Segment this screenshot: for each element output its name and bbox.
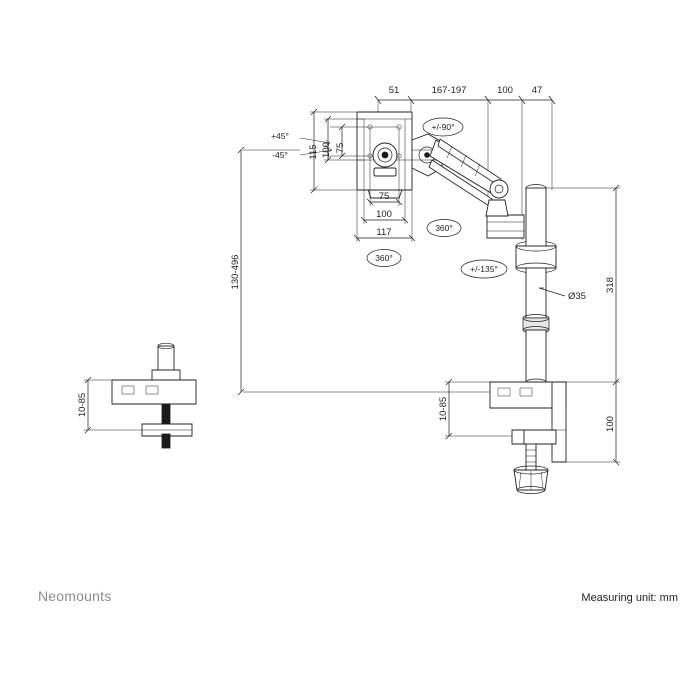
- dimension-51: 51: [388, 85, 400, 96]
- angle-plus-45: +45°: [271, 131, 289, 141]
- dimension-100-horizontal: 100: [376, 209, 392, 220]
- dimension-318: 318: [605, 277, 616, 293]
- dimension-117: 117: [376, 227, 392, 238]
- dimension-75-horizontal: 75: [378, 191, 390, 202]
- angle-plus-minus-90: +/-90°: [431, 122, 455, 132]
- angle-plus-minus-135: +/-135°: [470, 264, 498, 274]
- measuring-unit-note: Measuring unit: mm: [581, 592, 678, 604]
- support-pole: [523, 185, 549, 386]
- dimension-47: 47: [531, 85, 543, 96]
- dimension-130-496: 130-496: [230, 254, 241, 290]
- angle-360-arm: 360°: [375, 253, 393, 263]
- dimension-100-top: 100: [497, 85, 513, 96]
- angle-minus-45: -45°: [272, 150, 288, 160]
- dimension-10-85-left: 10-85: [77, 392, 88, 418]
- dimension-100-vertical: 100: [321, 142, 332, 158]
- brand-logo: Neomounts: [38, 588, 112, 604]
- angle-360-head: 360°: [435, 223, 453, 233]
- dimension-100-right: 100: [605, 416, 616, 432]
- dimension-75-vertical: 75: [335, 142, 346, 154]
- dimension-diameter-35: Ø35: [568, 291, 586, 302]
- vesa-mount-plate: [357, 112, 412, 198]
- dimension-10-85-right: 10-85: [438, 396, 449, 422]
- grommet-mount-left: [112, 343, 196, 448]
- dimension-115: 115: [308, 144, 319, 160]
- desk-clamp-right: [490, 382, 566, 494]
- dimension-167-197: 167-197: [431, 85, 467, 96]
- gas-spring-arm: [429, 139, 508, 206]
